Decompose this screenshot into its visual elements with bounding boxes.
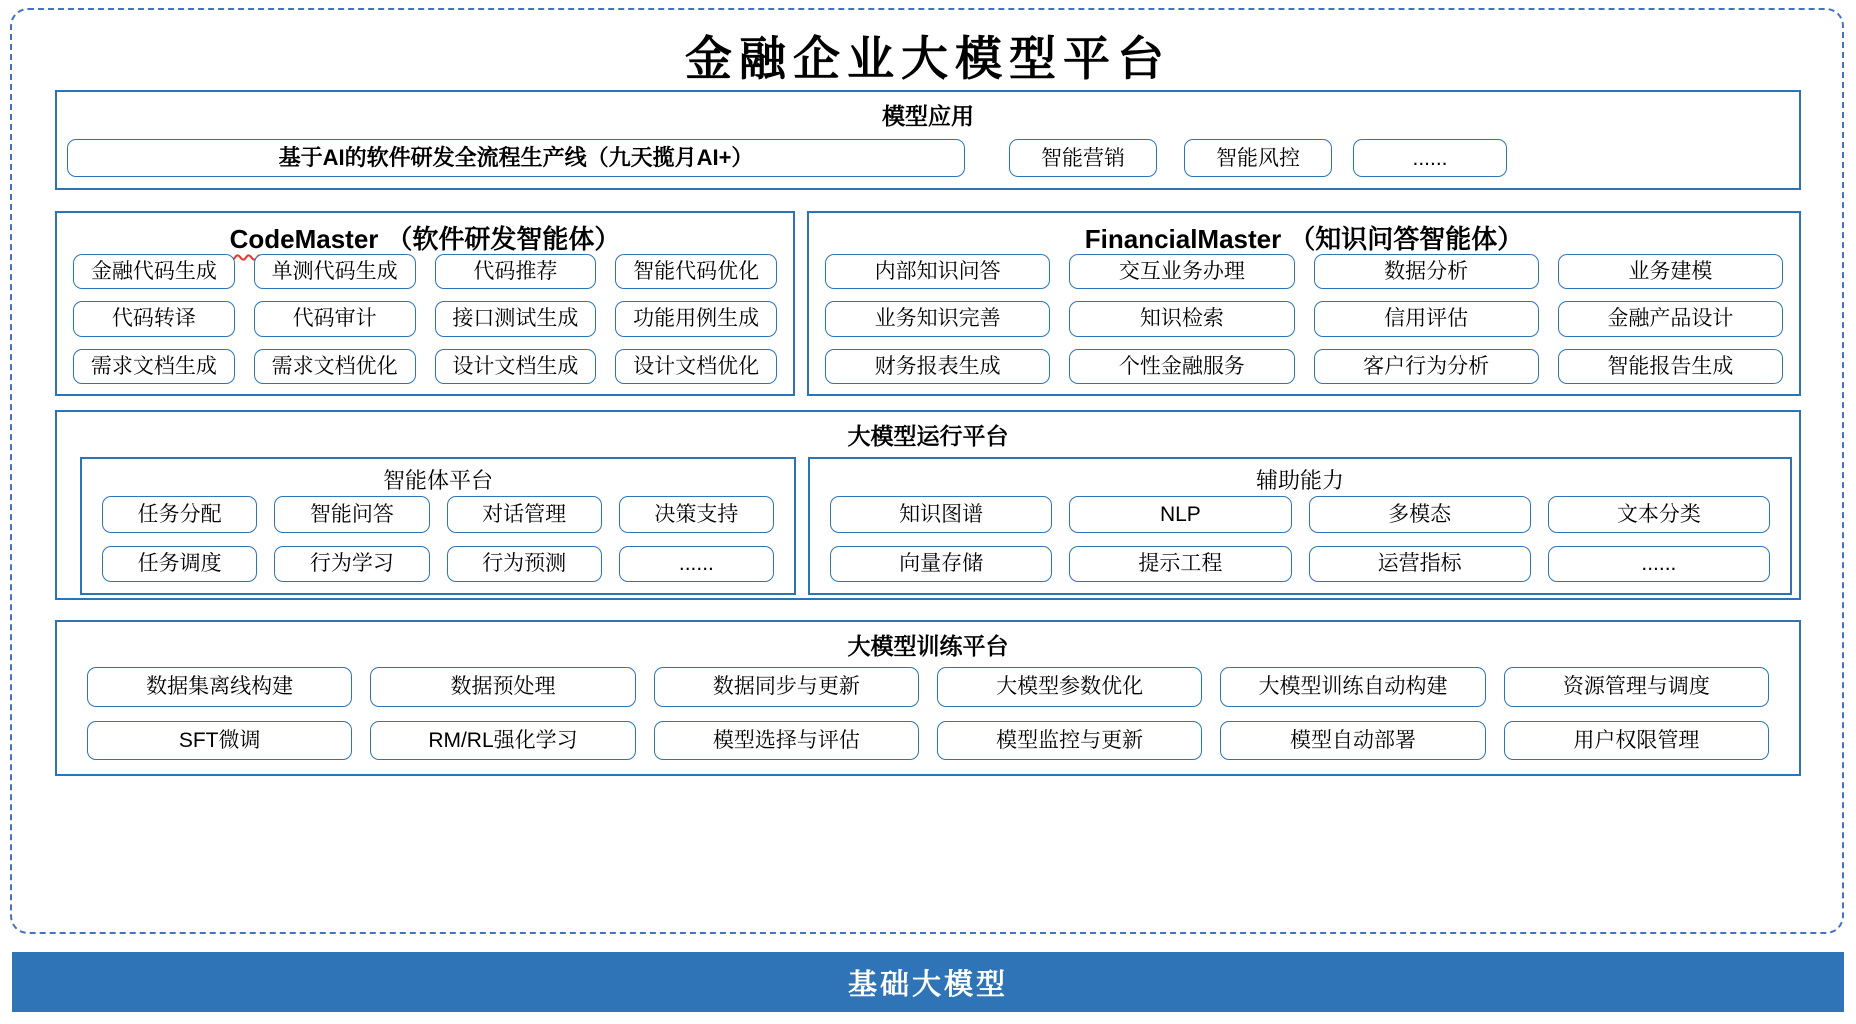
diagram-box: 功能用例生成: [615, 301, 777, 336]
diagram-box: 需求文档生成: [73, 349, 235, 384]
runtime-platform-section: [55, 410, 1801, 600]
model-application-row: [67, 139, 1789, 177]
diagram-box: 文本分类: [1548, 496, 1770, 533]
codemaster-grid: [73, 254, 777, 384]
runtime-platform-header: 大模型运行平台: [847, 423, 1009, 449]
diagram-box: 决策支持: [619, 496, 774, 533]
diagram-box: 向量存储: [830, 546, 1052, 583]
agent-platform-title: 智能体平台: [382, 468, 493, 493]
diagram-box: 智能问答: [274, 496, 429, 533]
diagram-box: 金融代码生成: [73, 254, 235, 289]
diagram-box: RM/RL强化学习: [370, 721, 635, 761]
ai-pipeline-box: 基于AI的软件研发全流程生产线（九天揽月AI+）: [67, 139, 965, 177]
diagram-box: 内部知识问答: [825, 254, 1050, 289]
agent-platform-subsection: [80, 457, 796, 595]
auxiliary-capability-grid: [830, 496, 1770, 582]
codemaster-title: [57, 213, 793, 256]
diagram-box: 设计文档优化: [615, 349, 777, 384]
financialmaster-name: FinancialMaster: [1084, 224, 1282, 254]
diagram-box: 代码审计: [254, 301, 416, 336]
diagram-box-risk-control: 智能风控: [1184, 139, 1332, 177]
diagram-box: 接口测试生成: [435, 301, 597, 336]
auxiliary-capability-subsection: [808, 457, 1792, 595]
diagram-box-ellipsis: ......: [1353, 139, 1507, 177]
training-platform-section: [55, 620, 1801, 776]
model-application-section: [55, 90, 1801, 190]
diagram-box: 金融产品设计: [1558, 301, 1783, 336]
diagram-box: 交互业务办理: [1069, 254, 1294, 289]
diagram-box: 代码转译: [73, 301, 235, 336]
diagram-box: ......: [619, 546, 774, 583]
diagram-box: 任务分配: [102, 496, 257, 533]
diagram-box: 模型自动部署: [1220, 721, 1485, 761]
foundation-model-bar: 基础大模型: [12, 952, 1844, 1012]
diagram-box: 运营指标: [1309, 546, 1531, 583]
diagram-box: 个性金融服务: [1069, 349, 1294, 384]
diagram-box: 知识检索: [1069, 301, 1294, 336]
diagram-box: 数据同步与更新: [654, 667, 919, 707]
diagram-box: 财务报表生成: [825, 349, 1050, 384]
diagram-box: 数据预处理: [370, 667, 635, 707]
codemaster-section: [55, 211, 795, 396]
diagram-box: ......: [1548, 546, 1770, 583]
model-application-header: 模型应用: [882, 103, 974, 129]
diagram-box: 资源管理与调度: [1504, 667, 1769, 707]
diagram-box: 对话管理: [447, 496, 602, 533]
agent-platform-grid: [102, 496, 774, 582]
diagram-box: 信用评估: [1314, 301, 1539, 336]
training-platform-header: 大模型训练平台: [847, 633, 1009, 659]
diagram-title: 金融企业大模型平台: [685, 32, 1171, 87]
diagram-box: 大模型训练自动构建: [1220, 667, 1485, 707]
diagram-box: 行为预测: [447, 546, 602, 583]
diagram-box: 多模态: [1309, 496, 1531, 533]
diagram-box: 模型选择与评估: [654, 721, 919, 761]
financialmaster-subtitle: （知识问答智能体）: [1289, 224, 1524, 254]
training-platform-grid: [87, 667, 1769, 760]
diagram-box: 智能报告生成: [1558, 349, 1783, 384]
diagram-box: 设计文档生成: [435, 349, 597, 384]
diagram-box: 用户权限管理: [1504, 721, 1769, 761]
diagram-box: 任务调度: [102, 546, 257, 583]
diagram-box: SFT微调: [87, 721, 352, 761]
financialmaster-grid: [825, 254, 1783, 384]
diagram-box: 代码推荐: [435, 254, 597, 289]
codemaster-name: CodeMaster: [229, 224, 379, 254]
diagram-box: 行为学习: [274, 546, 429, 583]
diagram-box: 大模型参数优化: [937, 667, 1202, 707]
diagram-box: 数据分析: [1314, 254, 1539, 289]
diagram-box: 智能代码优化: [615, 254, 777, 289]
diagram-box: NLP: [1069, 496, 1291, 533]
diagram-box: 客户行为分析: [1314, 349, 1539, 384]
diagram-box: 提示工程: [1069, 546, 1291, 583]
diagram-box: 数据集离线构建: [87, 667, 352, 707]
diagram-box: 知识图谱: [830, 496, 1052, 533]
diagram-box: 模型监控与更新: [937, 721, 1202, 761]
diagram-box: 业务建模: [1558, 254, 1783, 289]
diagram-box-marketing: 智能营销: [1009, 139, 1157, 177]
diagram-box: 单测代码生成: [254, 254, 416, 289]
financialmaster-section: [807, 211, 1801, 396]
diagram-box: 需求文档优化: [254, 349, 416, 384]
diagram-box: 业务知识完善: [825, 301, 1050, 336]
auxiliary-capability-title: 辅助能力: [1255, 468, 1344, 493]
financialmaster-title: [809, 213, 1799, 256]
codemaster-subtitle: （软件研发智能体）: [386, 224, 621, 254]
